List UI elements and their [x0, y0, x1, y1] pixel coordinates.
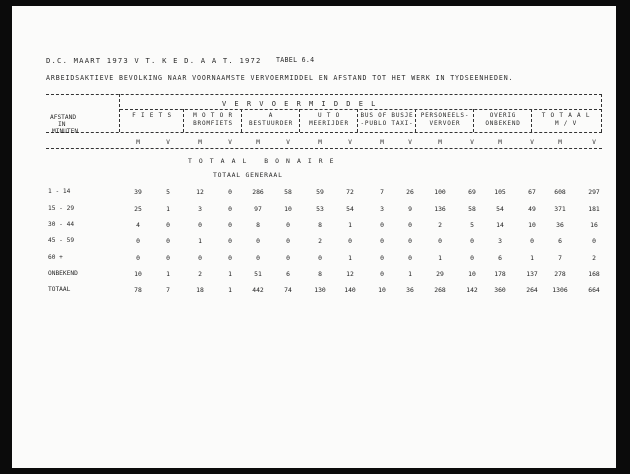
column-header-line1: BUS OF BUSJE — [360, 112, 414, 119]
table-cell: 268 — [434, 286, 446, 294]
sub-header-label: V — [286, 139, 290, 146]
table-cell: 0 — [136, 254, 140, 262]
table-cell: 10 — [134, 270, 142, 278]
table-cell: 69 — [468, 188, 476, 196]
table-cell: 8 — [318, 221, 322, 229]
table-cell: 67 — [528, 188, 536, 196]
table-cell: 6 — [558, 237, 562, 245]
table-cell: 0 — [228, 188, 232, 196]
table-cell: 6 — [498, 254, 502, 262]
table-cell: 51 — [254, 270, 262, 278]
table-cell: 168 — [588, 270, 600, 278]
table-cell: 0 — [286, 237, 290, 245]
table-cell: 9 — [408, 205, 412, 213]
table-cell: 97 — [254, 205, 262, 213]
header-rule-top — [46, 94, 602, 95]
table-cell: 1 — [228, 270, 232, 278]
table-cell: 0 — [228, 205, 232, 213]
header-rule-bottom — [46, 148, 602, 149]
header-rule-mid — [46, 132, 602, 133]
table-cell: 442 — [252, 286, 264, 294]
column-header-line2: BESTUURDER — [248, 120, 294, 127]
row-label: 60 + — [48, 254, 63, 261]
table-cell: 8 — [318, 270, 322, 278]
sub-header-label: V — [348, 139, 352, 146]
table-cell: 0 — [198, 254, 202, 262]
column-header-line1: U T O — [317, 112, 341, 119]
table-cell: 5 — [166, 188, 170, 196]
table-cell: 286 — [252, 188, 264, 196]
column-header-line2: BROMFIETS — [193, 120, 233, 127]
table-cell: 49 — [528, 205, 536, 213]
table-cell: 360 — [494, 286, 506, 294]
table-cell: 58 — [468, 205, 476, 213]
table-cell: 0 — [592, 237, 596, 245]
table-cell: 1 — [198, 237, 202, 245]
table-cell: 0 — [256, 254, 260, 262]
column-separator — [357, 109, 358, 132]
table-cell: 664 — [588, 286, 600, 294]
table-cell: 0 — [348, 237, 352, 245]
table-cell: 12 — [196, 188, 204, 196]
column-header-line2: VERVOER — [429, 120, 461, 127]
table-cell: 130 — [314, 286, 326, 294]
column-header-line1: PERSONEELS- — [420, 112, 470, 119]
column-separator — [415, 109, 416, 132]
column-header-line1: A — [268, 112, 274, 119]
table-cell: 137 — [526, 270, 538, 278]
table-cell: 3 — [498, 237, 502, 245]
row-header-label: AFSTAND — [50, 114, 77, 121]
sub-header-label: M — [438, 139, 442, 146]
table-cell: 8 — [256, 221, 260, 229]
table-cell: 2 — [438, 221, 442, 229]
table-cell: 0 — [380, 237, 384, 245]
column-header-line2: M / V — [554, 120, 578, 127]
table-cell: 0 — [470, 254, 474, 262]
table-cell: 0 — [228, 237, 232, 245]
table-cell: 1 — [166, 270, 170, 278]
table-cell: 0 — [380, 221, 384, 229]
table-cell: 1 — [408, 270, 412, 278]
table-cell: 74 — [284, 286, 292, 294]
table-cell: 25 — [134, 205, 142, 213]
table-cell: 39 — [134, 188, 142, 196]
table-cell: 1 — [348, 254, 352, 262]
table-cell: 0 — [166, 254, 170, 262]
table-cell: 10 — [378, 286, 386, 294]
table-cell: 0 — [530, 237, 534, 245]
table-cell: 2 — [198, 270, 202, 278]
table-cell: 4 — [136, 221, 140, 229]
column-header-line1: OVERIG — [489, 112, 517, 119]
column-separator — [241, 109, 242, 132]
table-cell: 53 — [316, 205, 324, 213]
table-cell: 2 — [592, 254, 596, 262]
table-cell: 36 — [406, 286, 414, 294]
document-header-line: D.C. MAART 1973 V T. K E D. A A T. 1972 — [46, 56, 262, 65]
column-separator — [183, 109, 184, 132]
table-cell: 178 — [494, 270, 506, 278]
table-cell: 29 — [436, 270, 444, 278]
table-cell: 5 — [470, 221, 474, 229]
table-cell: 12 — [346, 270, 354, 278]
table-cell: 0 — [286, 221, 290, 229]
row-label: TOTAAL — [48, 286, 71, 293]
table-cell: 0 — [136, 237, 140, 245]
table-cell: 16 — [590, 221, 598, 229]
table-cell: 1 — [438, 254, 442, 262]
table-cell: 59 — [316, 188, 324, 196]
column-header-line1: M O T O R — [193, 112, 233, 119]
row-label: 1 - 14 — [48, 188, 71, 195]
sub-header-label: M — [256, 139, 260, 146]
table-cell: 0 — [408, 254, 412, 262]
table-cell: 608 — [554, 188, 566, 196]
row-label: ONBEKEND — [48, 270, 78, 277]
table-cell: 0 — [470, 237, 474, 245]
document-page — [12, 6, 616, 468]
table-cell: 58 — [284, 188, 292, 196]
table-cell: 371 — [554, 205, 566, 213]
table-cell: 3 — [380, 205, 384, 213]
table-cell: 7 — [380, 188, 384, 196]
table-cell: 10 — [468, 270, 476, 278]
table-cell: 1306 — [552, 286, 568, 294]
table-cell: 78 — [134, 286, 142, 294]
table-title: ARBEIDSAKTIEVE BEVOLKING NAAR VOORNAAMSTE VERVOERMIDDEL EN AFSTAND TOT HET WERK IN TYDSEENHEDEN. — [46, 74, 514, 82]
table-cell: 7 — [166, 286, 170, 294]
sub-header-label: V — [470, 139, 474, 146]
table-cell: 0 — [318, 254, 322, 262]
table-cell: 14 — [496, 221, 504, 229]
row-header-label: IN — [58, 121, 66, 128]
header-rule-group — [120, 109, 602, 110]
sub-header-label: M — [318, 139, 322, 146]
table-cell: 100 — [434, 188, 446, 196]
row-label: 30 - 44 — [48, 221, 75, 228]
table-cell: 0 — [286, 254, 290, 262]
table-cell: 181 — [588, 205, 600, 213]
table-cell: 54 — [496, 205, 504, 213]
table-cell: 0 — [380, 270, 384, 278]
table-cell: 72 — [346, 188, 354, 196]
column-separator — [601, 94, 602, 132]
table-cell: 0 — [380, 254, 384, 262]
table-cell: 1 — [348, 221, 352, 229]
table-cell: 0 — [198, 221, 202, 229]
table-number: TABEL 6.4 — [276, 56, 315, 64]
table-cell: 0 — [228, 221, 232, 229]
row-header-label: MINUTEN — [52, 128, 79, 135]
sub-header-label: M — [498, 139, 502, 146]
table-cell: 36 — [556, 221, 564, 229]
table-cell: 0 — [408, 237, 412, 245]
row-label: 45 - 59 — [48, 237, 75, 244]
group-header-vervoermiddel: V E R V O E R M I D D E L — [222, 100, 378, 108]
sub-header-label: V — [530, 139, 534, 146]
sub-header-label: V — [166, 139, 170, 146]
table-cell: 10 — [528, 221, 536, 229]
table-cell: 264 — [526, 286, 538, 294]
table-cell: 1 — [228, 286, 232, 294]
table-cell: 140 — [344, 286, 356, 294]
column-header-line1: F I E T S — [132, 112, 172, 119]
column-separator — [473, 109, 474, 132]
table-cell: 3 — [198, 205, 202, 213]
table-cell: 7 — [558, 254, 562, 262]
table-cell: 136 — [434, 205, 446, 213]
table-cell: 0 — [166, 221, 170, 229]
table-cell: 2 — [318, 237, 322, 245]
table-cell: 0 — [256, 237, 260, 245]
section-subtitle: TOTAAL GENERAAL — [213, 171, 283, 179]
column-separator — [299, 109, 300, 132]
sub-header-label: M — [136, 139, 140, 146]
column-header-line2: MEERIJDER — [309, 120, 349, 127]
table-cell: 1 — [530, 254, 534, 262]
column-header-line2: ONBEKEND — [485, 120, 521, 127]
column-header-line1: T O T A A L — [541, 112, 591, 119]
table-cell: 26 — [406, 188, 414, 196]
sub-header-label: V — [592, 139, 596, 146]
column-separator — [531, 109, 532, 132]
table-cell: 54 — [346, 205, 354, 213]
table-cell: 0 — [408, 221, 412, 229]
table-cell: 0 — [228, 254, 232, 262]
section-title: T O T A A L B O N A I R E — [188, 157, 336, 165]
column-header-line2: -PUBLO TAXI- — [360, 120, 414, 127]
table-cell: 6 — [286, 270, 290, 278]
table-cell: 297 — [588, 188, 600, 196]
column-separator — [119, 94, 120, 132]
table-cell: 142 — [466, 286, 478, 294]
table-cell: 278 — [554, 270, 566, 278]
sub-header-label: M — [198, 139, 202, 146]
table-cell: 1 — [166, 205, 170, 213]
table-cell: 18 — [196, 286, 204, 294]
table-cell: 0 — [438, 237, 442, 245]
table-cell: 105 — [494, 188, 506, 196]
table-cell: 10 — [284, 205, 292, 213]
sub-header-label: V — [408, 139, 412, 146]
row-label: 15 - 29 — [48, 205, 75, 212]
sub-header-label: M — [380, 139, 384, 146]
table-cell: 0 — [166, 237, 170, 245]
sub-header-label: M — [558, 139, 562, 146]
sub-header-label: V — [228, 139, 232, 146]
